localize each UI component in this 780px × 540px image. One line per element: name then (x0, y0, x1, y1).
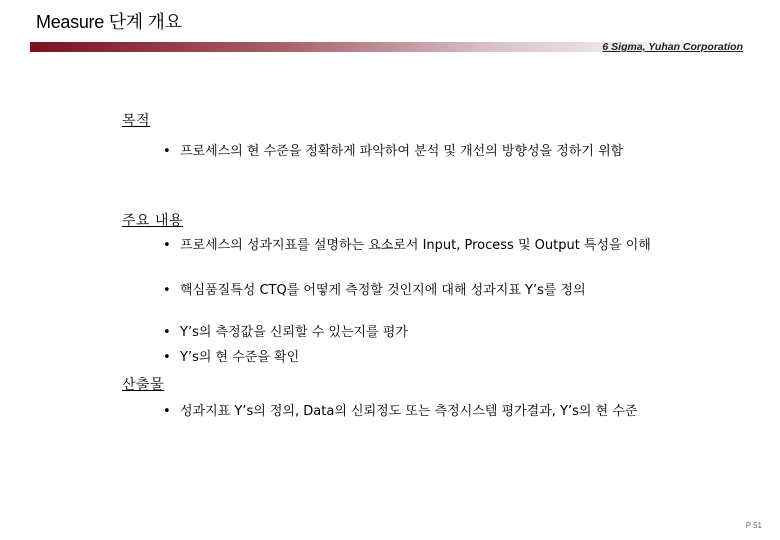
bullet-item (163, 348, 673, 368)
bullet-text: 프로세스의 성과지표를 설명하는 요소로서 Input, Process 및 Output 특성을 이해 (180, 238, 651, 253)
bullet-item (163, 142, 673, 162)
bullet-glyph: • (163, 238, 171, 253)
bullet-glyph: • (163, 350, 171, 365)
bullet-item (163, 402, 673, 422)
bullet-text: Y’s의 측정값을 신뢰할 수 있는지를 평가 (180, 325, 408, 340)
bullet-glyph: • (163, 325, 171, 340)
bullet-text: 핵심품질특성 CTQ를 어떻게 측정할 것인지에 대해 성과지표 Y’s를 정의 (180, 283, 586, 298)
bullet-item (163, 236, 673, 256)
page-number: P 51 (745, 521, 762, 530)
bullet-glyph: • (163, 283, 171, 298)
page-title: Measure 단계 개요 (36, 12, 182, 32)
bullet-glyph: • (163, 404, 171, 419)
company-label: 6 Sigma, Yuhan Corporation (602, 41, 743, 53)
bullet-item (163, 281, 673, 301)
section-heading-purpose: 목적 (122, 113, 151, 129)
bullet-glyph: • (163, 144, 171, 159)
bullet-text: Y’s의 현 수준을 확인 (180, 350, 300, 365)
bullet-text: 성과지표 Y’s의 정의, Data의 신뢰정도 또는 측정시스템 평가결과, Y’s의 현 수준 (180, 404, 638, 419)
section-heading-contents: 주요 내용 (122, 213, 184, 229)
section-heading-deliverables: 산출물 (122, 377, 165, 393)
bullet-text: 프로세스의 현 수준을 정확하게 파악하여 분석 및 개선의 방향성을 정하기 위함 (180, 144, 624, 159)
bullet-item (163, 323, 673, 343)
